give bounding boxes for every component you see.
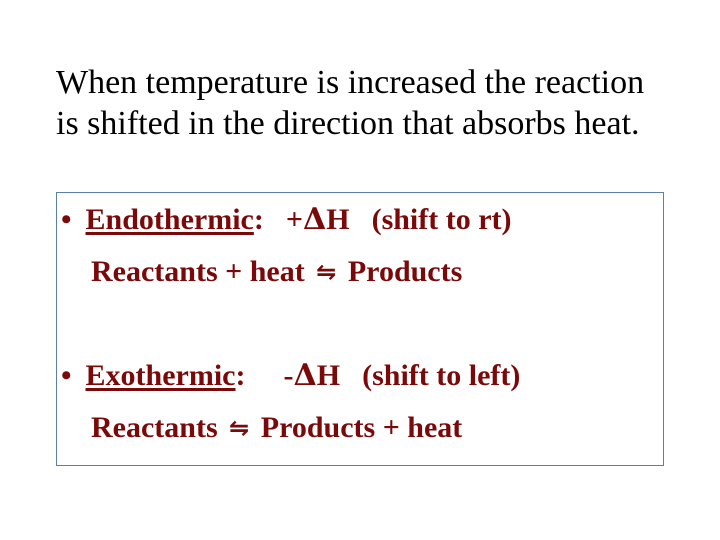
delta-symbol: Δ xyxy=(293,358,317,393)
colon: : xyxy=(235,359,246,392)
reactants: Reactants + heat xyxy=(91,255,305,288)
enthalpy-change xyxy=(283,359,340,392)
sign: + xyxy=(285,203,303,236)
equilibrium-arrow-icon: ⇋ xyxy=(316,258,337,286)
products: Products xyxy=(347,255,463,288)
sign: - xyxy=(283,359,294,392)
exothermic-term: Exothermic xyxy=(85,359,236,392)
equilibrium-box xyxy=(56,192,664,466)
intro-line-1: When temperature is increased the reaction xyxy=(56,64,645,101)
delta-symbol: Δ xyxy=(302,202,327,237)
exothermic-bullet xyxy=(61,359,520,393)
exothermic-equation xyxy=(91,411,462,445)
endothermic-bullet xyxy=(61,203,512,237)
reactants: Reactants xyxy=(91,411,218,444)
endothermic-term: Endothermic xyxy=(85,203,254,236)
bullet-dot: • xyxy=(61,359,72,392)
endothermic-equation xyxy=(91,255,462,289)
shift-direction: (shift to rt) xyxy=(371,203,512,236)
shift-direction: (shift to left) xyxy=(362,359,521,392)
products: Products + heat xyxy=(260,411,463,444)
equilibrium-arrow-icon: ⇋ xyxy=(229,414,250,442)
bullet-dot: • xyxy=(61,203,72,236)
enthalpy-symbol: H xyxy=(316,359,341,392)
enthalpy-symbol: H xyxy=(326,203,350,236)
colon: : xyxy=(253,203,264,236)
enthalpy-change xyxy=(286,203,350,236)
intro-text xyxy=(56,62,696,144)
intro-line-2: is shifted in the direction that absorbs heat. xyxy=(56,105,640,142)
